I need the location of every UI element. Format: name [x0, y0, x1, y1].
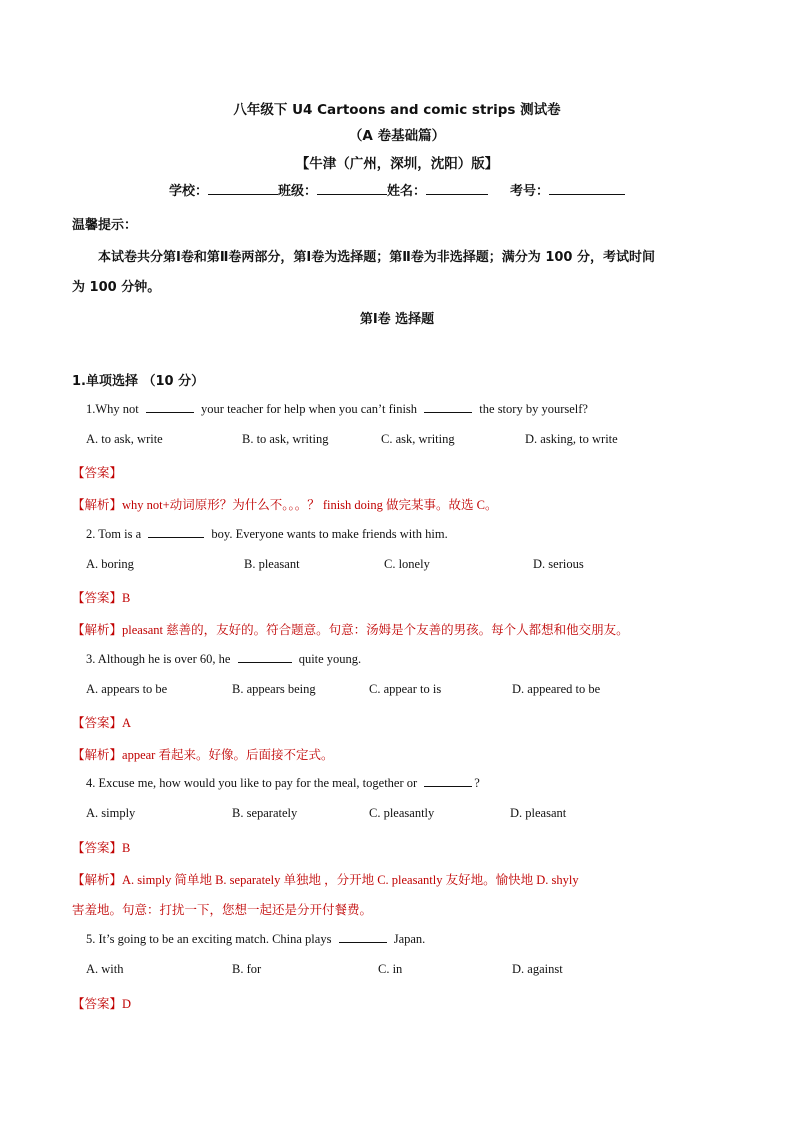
tips-line-2: 为 100 分钟。	[72, 280, 161, 295]
question-5-answer: 【答案】D	[72, 996, 132, 1011]
name-field[interactable]	[426, 183, 488, 195]
section1-title: 1.单项选择 （10 分）	[72, 374, 205, 389]
question-5-blank[interactable]	[339, 931, 387, 943]
name-label: 姓名：	[387, 184, 427, 199]
question-3-option-d[interactable]: D. appeared to be	[512, 682, 601, 696]
question-1-stem: 1.Why not your teacher for help when you can’t finish the story by yourself?	[86, 402, 588, 416]
question-3-option-b[interactable]: B. appears being	[232, 682, 316, 696]
class-label: 班级：	[277, 184, 317, 199]
question-3-stem: 3. Although he is over 60, he quite young.	[86, 652, 362, 666]
question-2-analysis: 【解析】pleasant 慈善的，友好的。符合题意。句意：汤姆是个友善的男孩。每个人都想和他交朋友。	[72, 622, 629, 637]
question-4-answer: 【答案】B	[72, 840, 131, 855]
question-4-option-b[interactable]: B. separately	[232, 806, 298, 820]
question-3-analysis: 【解析】appear 看起来。好像。后面接不定式。	[72, 747, 334, 762]
question-3-blank[interactable]	[238, 651, 292, 663]
question-2-blank[interactable]	[148, 526, 204, 538]
exam-no-field[interactable]	[549, 183, 625, 195]
question-1-blank-1[interactable]	[146, 401, 194, 413]
question-4-option-d[interactable]: D. pleasant	[510, 806, 567, 820]
school-field[interactable]	[208, 183, 278, 195]
question-4-analysis-continued: 害羞地。句意：打扰一下，您想一起还是分开付餐费。	[72, 903, 373, 917]
question-2-option-c[interactable]: C. lonely	[384, 557, 430, 571]
question-2-stem: 2. Tom is a boy. Everyone wants to make friends with him.	[86, 527, 448, 541]
question-2-option-a[interactable]: A. boring	[86, 557, 134, 571]
question-5-option-d[interactable]: D. against	[512, 962, 563, 976]
question-4-stem: 4. Excuse me, how would you like to pay for the meal, together or ?	[86, 776, 480, 790]
question-3-option-c[interactable]: C. appear to is	[369, 682, 442, 696]
question-2-option-d[interactable]: D. serious	[533, 557, 584, 571]
question-4-blank[interactable]	[424, 775, 472, 787]
question-5-option-a[interactable]: A. with	[86, 962, 124, 976]
class-field[interactable]	[317, 183, 387, 195]
exam-title: 八年级下 U4 Cartoons and comic strips 测试卷	[233, 102, 561, 118]
tips-line-1: 本试卷共分第Ⅰ卷和第Ⅱ卷两部分，第Ⅰ卷为选择题；第Ⅱ卷为非选择题；满分为 100 分，考试时间	[98, 250, 655, 265]
student-info-row	[0, 180, 794, 199]
exam-no-label: 考号：	[510, 184, 550, 199]
question-5-option-b[interactable]: B. for	[232, 962, 262, 976]
question-2-option-b[interactable]: B. pleasant	[244, 557, 300, 571]
question-1-option-c[interactable]: C. ask, writing	[381, 432, 455, 446]
question-3-answer: 【答案】A	[72, 715, 132, 730]
question-1-answer: 【答案】	[72, 465, 123, 480]
part1-title: 第Ⅰ卷 选择题	[359, 312, 435, 327]
question-5-stem: 5. It’s going to be an exciting match. China plays Japan.	[86, 932, 426, 946]
question-1-option-d[interactable]: D. asking, to write	[525, 432, 618, 446]
question-3-option-a[interactable]: A. appears to be	[86, 682, 168, 696]
question-2-answer: 【答案】B	[72, 590, 131, 605]
question-4-option-c[interactable]: C. pleasantly	[369, 806, 435, 820]
tips-heading: 温馨提示：	[72, 218, 138, 233]
question-5-option-c[interactable]: C. in	[378, 962, 403, 976]
school-label: 学校：	[168, 184, 208, 199]
question-4-option-a[interactable]: A. simply	[86, 806, 136, 820]
exam-subtitle: （A 卷基础篇）	[348, 128, 446, 144]
question-1-blank-2[interactable]	[424, 401, 472, 413]
question-1-option-a[interactable]: A. to ask, write	[86, 432, 163, 446]
question-1-analysis: 【解析】why not+动词原形？为什么不。。。？ finish doing 做完某事。故选 C。	[72, 497, 498, 512]
question-4-analysis: 【解析】A. simply 简单地 B. separately 单独地 ，分开地 C. pleasantly 友好地。愉快地 D. shyly	[72, 872, 579, 887]
question-1-option-b[interactable]: B. to ask, writing	[242, 432, 329, 446]
exam-edition: 【牛津（广州，深圳，沈阳）版】	[295, 156, 499, 172]
